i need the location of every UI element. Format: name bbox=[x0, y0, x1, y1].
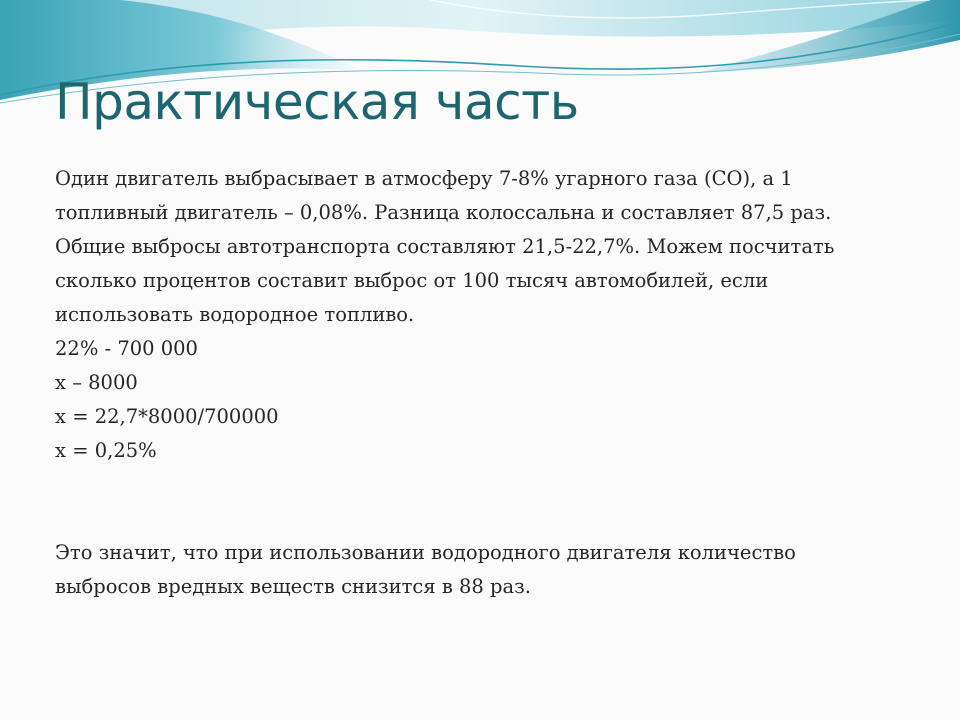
conclusion-line: Это значит, что при использовании водородного двигателя количество bbox=[55, 541, 796, 564]
slide-body bbox=[55, 162, 925, 604]
calc-line: x – 8000 bbox=[55, 371, 138, 394]
body-line: топливный двигатель – 0,08%. Разница колоссальна и составляет 87,5 раз. bbox=[55, 201, 832, 224]
calc-line: 22% - 700 000 bbox=[55, 337, 198, 360]
body-line: использовать водородное топливо. bbox=[55, 303, 415, 326]
calc-line: x = 0,25% bbox=[55, 439, 157, 462]
spacer bbox=[55, 468, 925, 536]
body-line: сколько процентов составит выброс от 100 тысяч автомобилей, если bbox=[55, 269, 769, 292]
conclusion-line: выбросов вредных веществ снизится в 88 раз. bbox=[55, 575, 531, 598]
body-line: Один двигатель выбрасывает в атмосферу 7-8% угарного газа (CO), а 1 bbox=[55, 167, 793, 190]
calc-line: x = 22,7*8000/700000 bbox=[55, 405, 279, 428]
slide-title: Практическая часть bbox=[55, 73, 579, 131]
body-line: Общие выбросы автотранспорта составляют 21,5-22,7%. Можем посчитать bbox=[55, 235, 835, 258]
